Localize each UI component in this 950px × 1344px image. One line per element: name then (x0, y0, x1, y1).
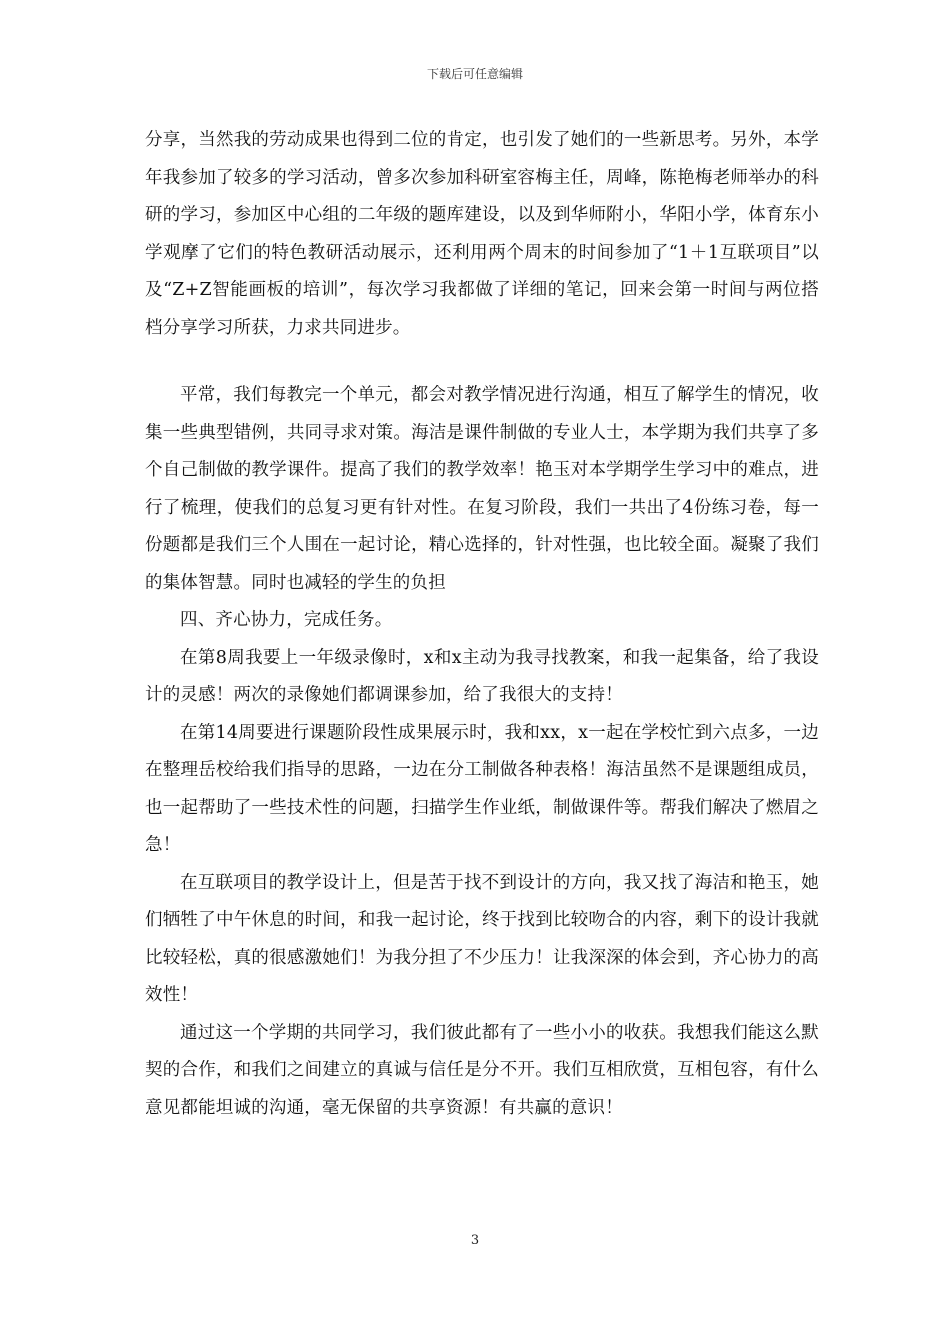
section-heading: 四、齐心协力，完成任务。 (180, 610, 393, 630)
paragraph: 平常，我们每教完一个单元，都会对教学情况进行沟通，相互了解学生的情况，收集一些典型错例，共同寻求对策。海洁是课件制做的专业人士，本学期为我们共享了多个自己制做的教学课件。提高了我们的教学效率！艳玉对本学期学生学习中的难点，进行了梳理，使我们的总复习更有针对性。在复习阶段，我们一共出了4份练习卷，每一份题都是我们三个人围在一起讨论，精心选择的，针对性强，也比较全面。凝聚了我们的集体智慧。同时也减轻的学生的负担 (145, 385, 819, 593)
paragraph: 在互联项目的教学设计上，但是苦于找不到设计的方向，我又找了海洁和艳玉，她们牺牲了中午休息的时间，和我一起讨论，终于找到比较吻合的内容，剩下的设计我就比较轻松，真的很感激她们！为我分担了不少压力！让我深深的体会到，齐心协力的高效性！ (145, 872, 819, 1005)
paragraph-continuation: 分享，当然我的劳动成果也得到二位的肯定，也引发了她们的一些新思考。另外，本学年我参加了较多的学习活动，曾多次参加科研室容梅主任，周峰，陈艳梅老师举办的科研的学习，参加区中心组的二年级的题库建设，以及到华师附小，华阳小学，体育东小学观摩了它们的特色教研活动展示，还利用两个周末的时间参加了“1＋1互联项目”以及“Z+Z智能画板的培训”，每次学习我都做了详细的笔记，回来会第一时间与两位搭档分享学习所获，力求共同进步。 (145, 130, 819, 338)
paragraph: 在第8周我要上一年级录像时，x和x主动为我寻找教案，和我一起集备，给了我设计的灵感！两次的录像她们都调课参加，给了我很大的支持！ (145, 647, 819, 705)
page-number: 3 (470, 1233, 480, 1248)
paragraph-spacer (145, 347, 819, 377)
paragraph: 在第14周要进行课题阶段性成果展示时，我和xx，x一起在学校忙到六点多，一边在整理岳校给我们指导的思路，一边在分工制做各种表格！海洁虽然不是课题组成员，也一起帮助了一些技术性的问题，扫描学生作业纸，制做课件等。帮我们解决了燃眉之急！ (145, 722, 819, 855)
paragraph: 通过这一个学期的共同学习，我们彼此都有了一些小小的收获。我想我们能这么默契的合作，和我们之间建立的真诚与信任是分不开。我们互相欣赏，互相包容，有什么意见都能坦诚的沟通，毫无保留的共享资源！有共赢的意识！ (145, 1022, 819, 1118)
page-header: 下载后可任意编辑 (426, 67, 523, 81)
document-body (145, 122, 819, 1127)
